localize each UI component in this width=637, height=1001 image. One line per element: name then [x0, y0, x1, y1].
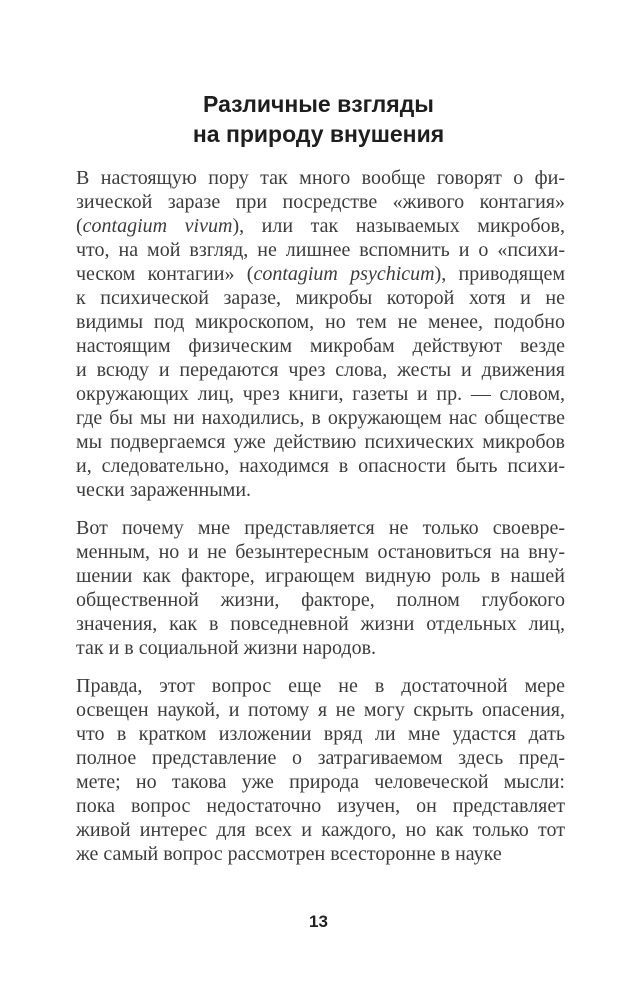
paragraph	[76, 166, 565, 502]
text-line	[76, 636, 565, 660]
text-line	[76, 478, 565, 502]
text-line	[76, 794, 565, 818]
text-line	[76, 262, 565, 286]
text-line	[76, 588, 565, 612]
text-run: зической заразе при посредстве «живого контагия»	[76, 191, 565, 213]
text-run: так и в социальной жизни народов.	[76, 637, 377, 659]
text-run: настоящим физическим микробам действуют везде	[76, 335, 565, 357]
text-line	[76, 722, 565, 746]
text-line	[76, 842, 565, 866]
text-line	[76, 238, 565, 262]
text-run: что, на мой взгляд, не лишнее вспомнить и о «психи-	[76, 239, 565, 261]
text-block	[76, 166, 565, 880]
text-run: видимы под микроскопом, но тем не менее, подобно	[76, 311, 565, 333]
text-line	[76, 564, 565, 588]
chapter-title-line-1: Различные взгляды	[203, 91, 434, 117]
text-run: ческом контагии» (	[76, 263, 254, 285]
text-line	[76, 516, 565, 540]
text-run: где бы мы ни находились, в окружающем нас обществе	[76, 407, 565, 429]
latin-italic-term: contagium psychicum	[253, 263, 435, 285]
text-line	[76, 310, 565, 334]
text-run: шении как факторе, играющем видную роль в нашей	[76, 565, 565, 587]
text-line	[76, 334, 565, 358]
text-line	[76, 612, 565, 636]
text-run: что в кратком изложении вряд ли мне удастся дать	[76, 723, 565, 745]
text-line	[76, 190, 565, 214]
text-run: же самый вопрос рассмотрен всесторонне в науке	[76, 843, 502, 865]
text-line	[76, 454, 565, 478]
text-line	[76, 430, 565, 454]
paragraph	[76, 516, 565, 660]
text-line	[76, 286, 565, 310]
text-run: ), или так называемых микробов,	[232, 215, 566, 237]
text-line	[76, 674, 565, 698]
chapter-title	[0, 89, 637, 149]
text-run: чески зараженными.	[76, 479, 252, 501]
text-line	[76, 540, 565, 564]
chapter-title-line-2: на природу внушения	[192, 121, 445, 147]
text-run: освещен наукой, и потому я не могу скрыть опасения,	[76, 699, 565, 721]
page-number: 13	[309, 912, 328, 931]
text-run: (	[76, 215, 83, 237]
text-run: пока вопрос недостаточно изучен, он представляет	[76, 795, 565, 817]
text-run: полное представление о затрагиваемом здесь пред-	[76, 747, 565, 769]
text-line	[76, 214, 565, 238]
text-line	[76, 382, 565, 406]
text-line	[76, 406, 565, 430]
text-run: к психической заразе, микробы которой хотя и не	[76, 287, 565, 309]
paragraph	[76, 674, 565, 866]
text-line	[76, 166, 565, 190]
text-run: значения, как в повседневной жизни отдельных лиц,	[76, 613, 565, 635]
text-line	[76, 770, 565, 794]
text-run: мете; но такова уже природа человеческой мысли:	[76, 771, 565, 793]
text-run: менным, но и не безынтересным остановиться на вну-	[76, 541, 565, 563]
text-run: Правда, этот вопрос еще не в достаточной мере	[76, 675, 565, 697]
text-line	[76, 358, 565, 382]
text-line	[76, 818, 565, 842]
text-line	[76, 698, 565, 722]
text-run: окружающих лиц, чрез книги, газеты и пр. — словом,	[76, 383, 565, 405]
text-run: и всюду и передаются чрез слова, жесты и движения	[76, 359, 565, 381]
text-run: и, следовательно, находимся в опасности быть психи-	[76, 455, 565, 477]
latin-italic-term: contagium vivum	[82, 215, 233, 237]
text-run: мы подвергаемся уже действию психических микробов	[76, 431, 565, 453]
text-run: Вот почему мне представляется не только своевре-	[76, 517, 565, 539]
text-line	[76, 746, 565, 770]
text-run: живой интерес для всех и каждого, но как только тот	[76, 819, 565, 841]
text-run: общественной жизни, факторе, полном глубокого	[76, 589, 565, 611]
text-run: ), приводящем	[434, 263, 565, 285]
text-run: В настоящую пору так много вообще говорят о фи-	[76, 167, 565, 189]
